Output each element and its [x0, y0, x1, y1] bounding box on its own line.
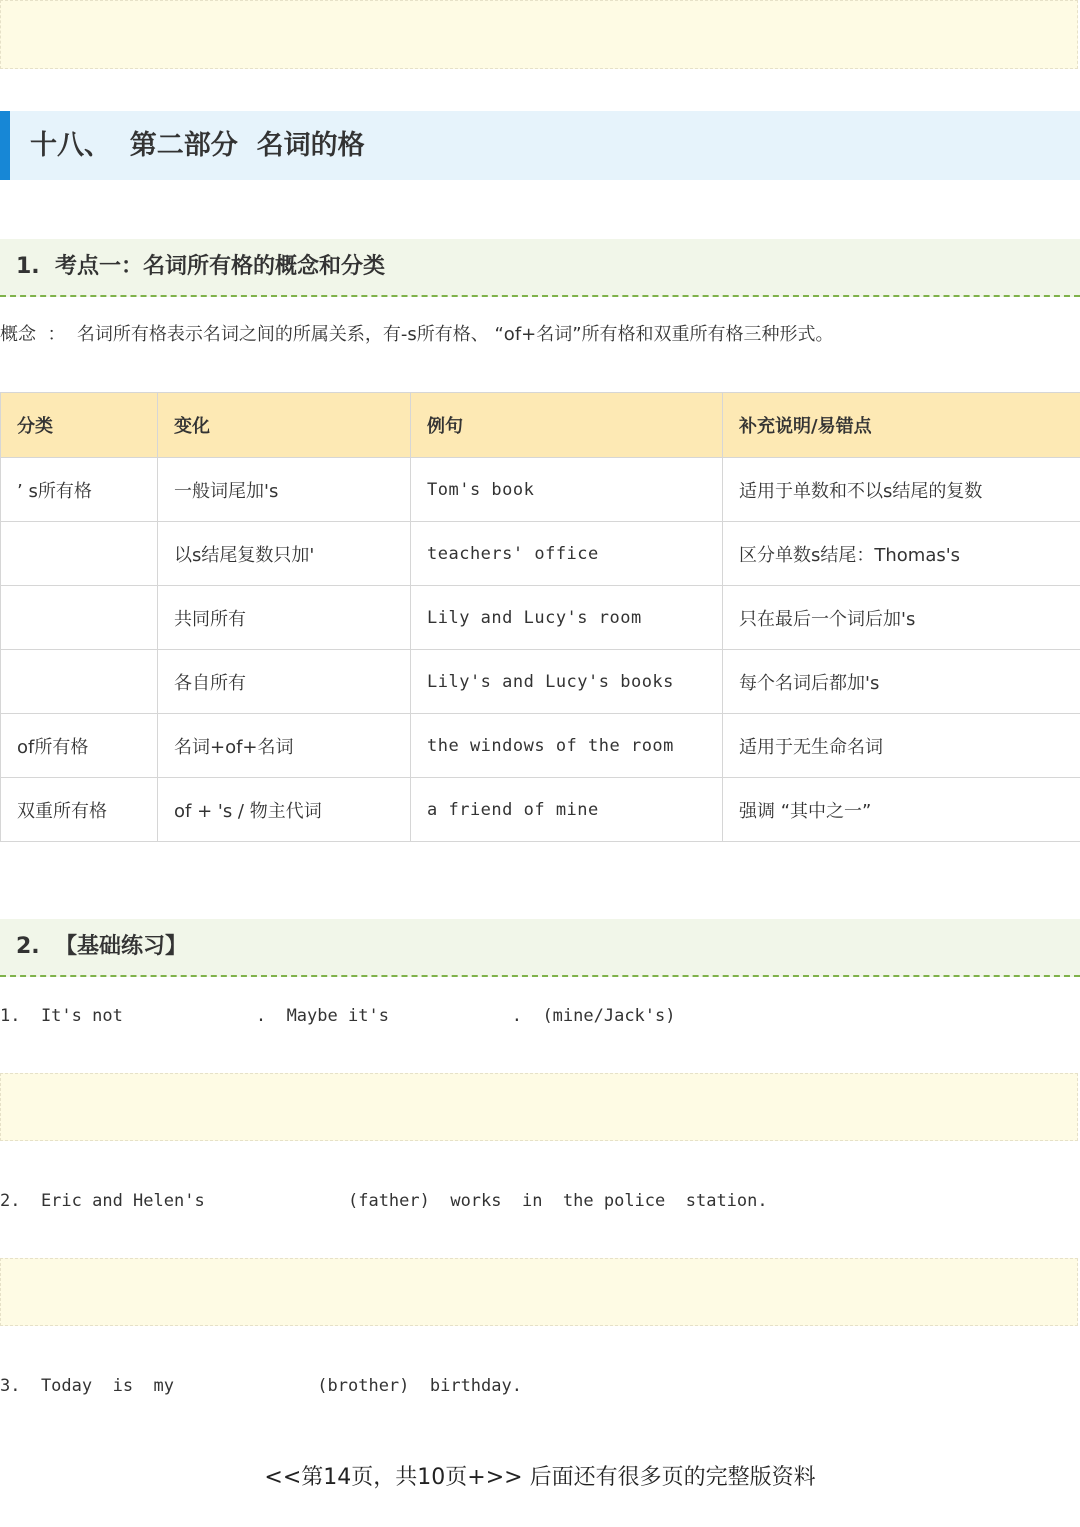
cell-note: 只在最后一个词后加's	[723, 586, 1080, 650]
concept-text: 概念 ： 名词所有格表示名词之间的所属关系，有-s所有格、 “of+名词”所有格和双重所有格三种形式。	[0, 324, 834, 345]
cell-example: a friend of mine	[411, 778, 723, 842]
cell-category: of所有格	[1, 714, 158, 778]
cell-note: 适用于单数和不以s结尾的复数	[723, 458, 1080, 522]
table-header-row	[1, 393, 1080, 458]
cell-note: 每个名词后都加's	[723, 650, 1080, 714]
table-row	[1, 522, 1080, 586]
header-example: 例句	[411, 393, 723, 458]
answer-box-top	[0, 0, 1078, 69]
table-row	[1, 458, 1080, 522]
cell-example: Lily and Lucy's room	[411, 586, 723, 650]
exercise-item-2: 2. Eric and Helen's (father) works in the police station.	[0, 1191, 768, 1211]
cell-change: 各自所有	[158, 650, 411, 714]
cell-example: teachers' office	[411, 522, 723, 586]
cell-note: 强调 “其中之一”	[723, 778, 1080, 842]
page-footer: <<第14页，共10页+>> 后面还有很多页的完整版资料	[264, 1465, 816, 1490]
cell-category: 双重所有格	[1, 778, 158, 842]
answer-box-1[interactable]	[0, 1073, 1078, 1141]
header-category: 分类	[1, 393, 158, 458]
cell-note: 适用于无生命名词	[723, 714, 1080, 778]
cell-example: Lily's and Lucy's books	[411, 650, 723, 714]
header-note: 补充说明/易错点	[723, 393, 1080, 458]
cell-category	[1, 522, 158, 586]
cell-change: 名词+of+名词	[158, 714, 411, 778]
header-change: 变化	[158, 393, 411, 458]
cell-change: 以s结尾复数只加'	[158, 522, 411, 586]
exercise-item-3: 3. Today is my (brother) birthday.	[0, 1376, 522, 1396]
cell-category	[1, 650, 158, 714]
table-row	[1, 778, 1080, 842]
section-heading-2: 2. 【基础练习】	[0, 919, 1080, 977]
table-row	[1, 650, 1080, 714]
table-row	[1, 714, 1080, 778]
cell-example: Tom's book	[411, 458, 723, 522]
cell-note: 区分单数s结尾：Thomas's	[723, 522, 1080, 586]
possessive-table	[0, 392, 1080, 842]
answer-box-2[interactable]	[0, 1258, 1078, 1326]
table-row	[1, 586, 1080, 650]
cell-change: of + 's / 物主代词	[158, 778, 411, 842]
cell-category: ’ s所有格	[1, 458, 158, 522]
section-heading-1: 1. 考点一：名词所有格的概念和分类	[0, 239, 1080, 297]
chapter-title: 十八、 第二部分 名词的格	[0, 111, 1080, 180]
exercise-item-1: 1. It's not . Maybe it's . (mine/Jack's)	[0, 1006, 676, 1026]
cell-example: the windows of the room	[411, 714, 723, 778]
cell-change: 共同所有	[158, 586, 411, 650]
cell-category	[1, 586, 158, 650]
cell-change: 一般词尾加's	[158, 458, 411, 522]
